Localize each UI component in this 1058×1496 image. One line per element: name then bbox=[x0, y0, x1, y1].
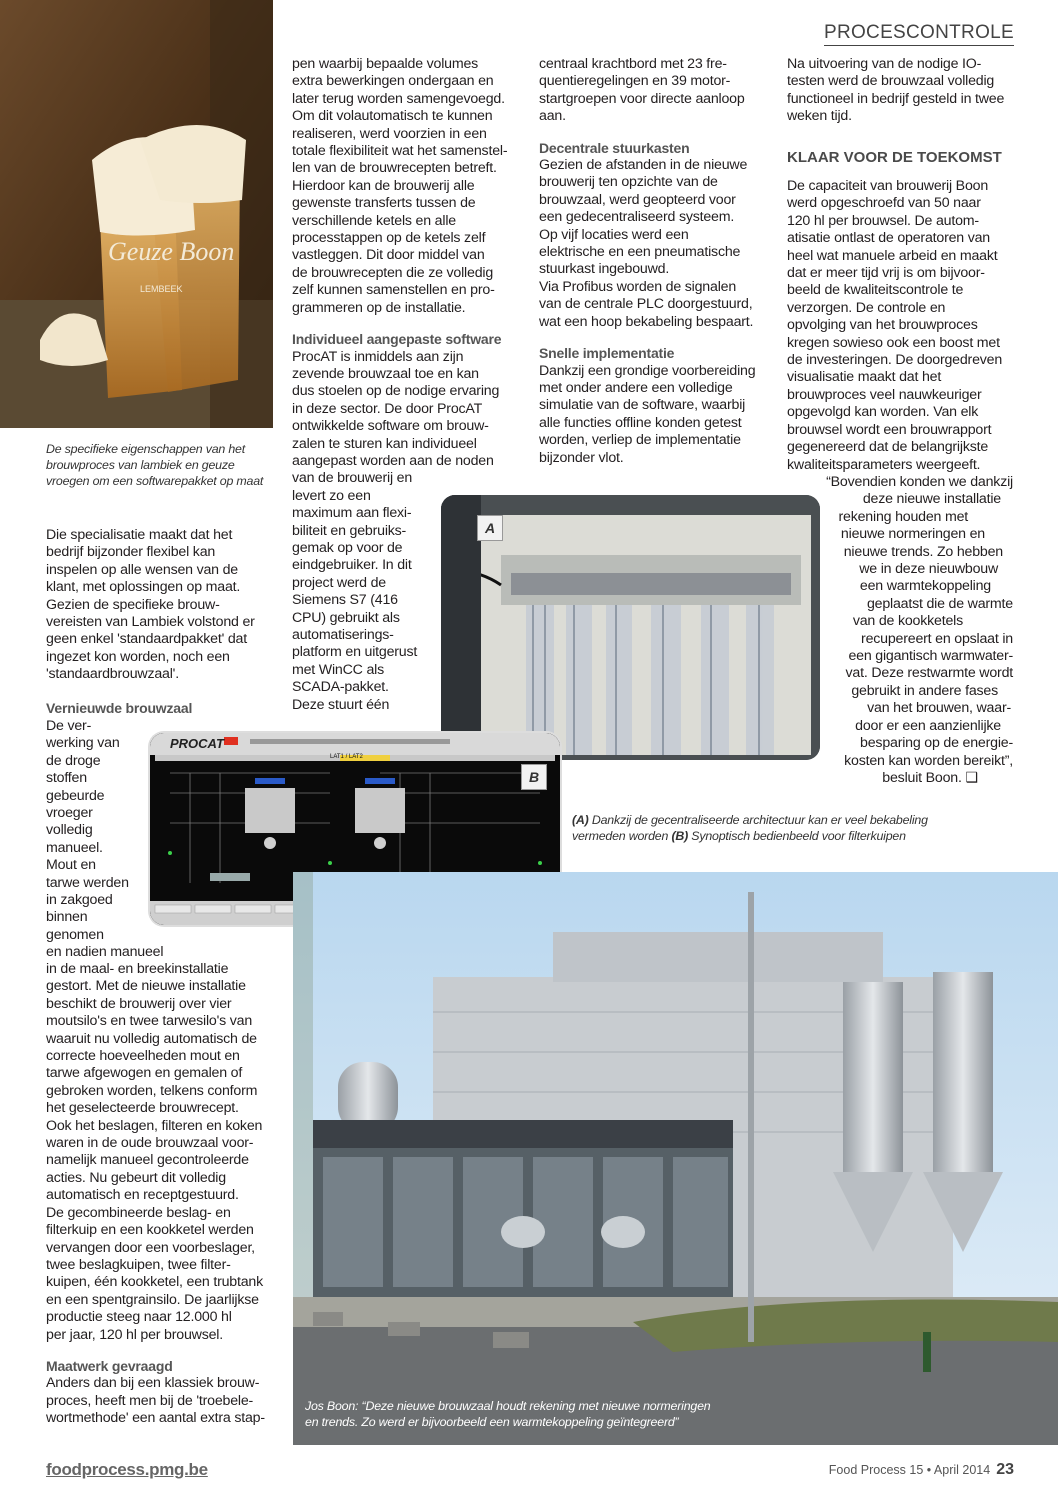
page-number: 23 bbox=[996, 1461, 1014, 1478]
column-1-main: in de maal- en breekinstallatie gestort. Met de nieuwe installatie beschikt de brouwerij over vier moutsilo's en twee tarwesilo's van waaruit nu volledig automatisch de correcte hoeveelheden mout en tarwe afgewogen en gemalen of gebroken worden, telkens conform het geselecteerde brouwrecept. Ook het beslagen, filteren en koken waren in de oude brouwzaal voor- namelijk manueel gecontroleerde acties. Nu gebeurt dit volledig automatisch en receptgestuurd. De gecombineerde beslag- en filterkuip en een kookketel werden vervangen door een voorbeslager, twee beslagkuipen, twee filter- kuipen, één kookketel, een trubtank en een spentgrainsilo. De jaarlijkse productie steeg naar 12.000 hl per jaar, 120 hl per brouwsel. Maatwerk gevraagd Anders dan bij een klassiek brouw- proces, heeft men bij de 'troebele- wortmethode' een aantal extra stap- bbox=[46, 961, 265, 1427]
glass-logo-sub: LEMBEEK bbox=[140, 284, 183, 294]
scada-title: LAT1 / LAT2 bbox=[330, 754, 363, 760]
column-4-top: Na uitvoering van de nodige IO- testen werd de brouwzaal volledig functioneel in bedrijf gesteld in twee weken tijd. bbox=[787, 56, 1005, 125]
figure-label-a: A bbox=[477, 515, 503, 541]
section-label: PROCESCONTROLE bbox=[824, 22, 1014, 46]
figure-ab-caption: (A) Dankzij de gecentraliseerde architectuur kan er veel bekabeling vermeden worden (B) Synoptisch bedienbeeld voor filterkuipen bbox=[572, 813, 928, 843]
subheading-maatwerk: Maatwerk gevraagd bbox=[46, 1357, 173, 1374]
beer-photo-caption: De specifieke eigenschappen van het brouwproces van lambiek en geuze vroegen om een softwarepakket op maat bbox=[46, 442, 264, 488]
subheading-individueel: Individueel aangepaste software bbox=[292, 331, 502, 348]
subheading-decentrale: Decentrale stuurkasten bbox=[539, 139, 690, 156]
column-1-subheading-vernieuwde: Vernieuwde brouwzaal bbox=[46, 700, 193, 716]
column-4-mid: De capaciteit van brouwerij Boon werd opgeschroefd van 50 naar 120 hl per brouwsel. De autom- atisatie ontlast de operatoren van heel wat manuele arbeid en maakt dat er meer tijd vrij is om bijvoor- beeld de kwaliteitscontrole te verzorgen. De controle en opvolging van het brouwproces kregen sowieso ook een boost met de investeringen. De doorgedreven visualisatie maakt dat het brouwproces veel nauwkeuriger opgevolgd kan worden. Van elk brouwsel wordt een brouwrapport gegenereerd dat de belangrijkste kwaliteitsparameters weergeeft. bbox=[787, 178, 1003, 473]
column-2-top: pen waarbij bepaalde volumes extra bewerkingen ondergaan en later terug worden samengevoegd. Om dit volautomatisch te kunnen realiseren, werd voorzien in een totale flexibiliteit wat het samenstel- len van de brouwrecepten betreft. Hierdoor kan de brouwerij alle gewenste transferts tussen de verschillende ketels en alle processtappen op de ketels zelf vastleggen. Dit door middel van de brouwrecepten die ze volledig zelf kunnen samenstellen en pro- grammeren op de installatie. Individueel aangepaste software ProcAT is inmiddels aan zijn zevende brouwzaal toe en kan dus stoelen op de nodige ervaring in deze sector. De door ProcAT ontwikkelde software om brouw- zalen te sturen kan individueel aangepast worden aan de noden van de brouwerij en levert zo een maximum aan flexi- biliteit en gebruiks- gemak op voor de eindgebruiker. In dit project werd de Siemens S7 (416 CPU) gebruikt als automatiserings- platform en uitgerust met WinCC als SCADA-pakket. Deze stuurt één bbox=[292, 56, 508, 713]
figure-label-b: B bbox=[521, 764, 547, 790]
scada-brand: PROCAT bbox=[170, 736, 224, 751]
heading-klaar-voor-de-toekomst: KLAAR VOOR DE TOEKOMST bbox=[787, 149, 1002, 166]
column-3: centraal krachtbord met 23 fre- quentieregelingen en 39 motor- startgroepen voor directe aanloop aan. Decentrale stuurkasten Gezien de afstanden in de nieuwe brouwerij ten opzichte van de brouwzaal, werd geopteerd voor een gedecentraliseerd systeem. Op vijf locaties werd een elektrische en een pneumatische stuurkast ingebouwd. Via Profibus worden de signalen van de centrale PLC doorgestuurd, wat een hoop bekabeling bespaart. Snelle implementatie Dankzij een grondige voorbereiding met onder andere een volledige simulatie van de software, waarbij alle functies offline konden getest worden, verliep de implementatie bijzonder vlot. bbox=[539, 56, 756, 466]
building-photo bbox=[293, 872, 1058, 1445]
footer-issue bbox=[829, 1461, 1014, 1479]
column-4-quote: “Bovendien konden we dankzij deze nieuwe installatie rekening houden met nieuwe normeringen en nieuwe trends. Zo hebben we in deze nieuwbouw een warmtekoppeling geplaatst die de warmte van de kookketels recupereert en opslaat in een gigantisch warmwater- vat. Deze restwarmte wordt gebruikt in andere fases van het brouwen, waar- door er een aanzienlijke besparing op de energie- kosten kan worden bereikt”, besluit Boon. ❑ bbox=[826, 474, 1013, 786]
subheading-snelle: Snelle implementatie bbox=[539, 345, 675, 362]
beer-photo bbox=[0, 0, 273, 428]
column-1-narrow: De ver- werking van de droge stoffen gebeurde vroeger volledig manueel. Mout en tarwe werden in zakgoed binnen genomen en nadien manueel bbox=[46, 718, 164, 961]
glass-logo: Geuze Boon bbox=[108, 237, 235, 266]
column-1-top: Die specialisatie maakt dat het bedrijf bijzonder flexibel kan inspelen op alle wensen van de klant, met oplossingen op maat. Gezien de specifieke brouw- vereisten van Lambiek volstond er geen enkel 'standaardpakket' dat ingezet kon worden, noch een 'standaardbrouwzaal'. bbox=[46, 527, 255, 683]
building-photo-caption: Jos Boon: “Deze nieuwe brouwzaal houdt rekening met nieuwe normeringen en trends. Zo werd er bijvoorbeeld een warmtekoppeling geïntegreerd” bbox=[305, 1399, 711, 1429]
footer-site-link[interactable]: foodprocess.pmg.be bbox=[46, 1460, 208, 1479]
footer-issue-text: Food Process 15 • April 2014 bbox=[828, 1463, 991, 1477]
